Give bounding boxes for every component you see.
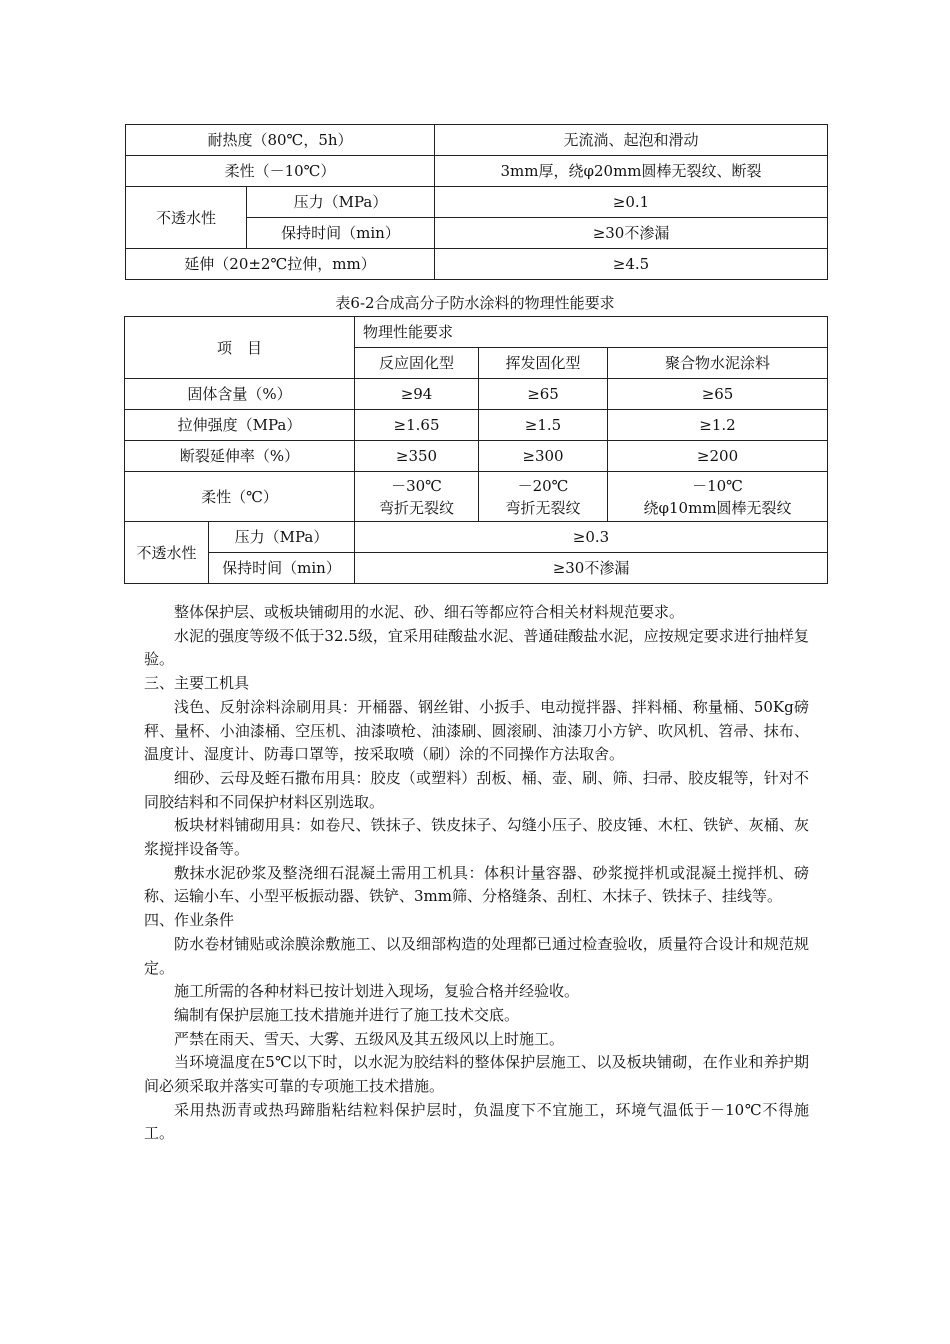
table-caption: 表6-2合成高分子防水涂料的物理性能要求 (335, 294, 615, 312)
row-value (479, 472, 608, 522)
row-sub-label: 保持时间（min） (209, 553, 355, 584)
row-value: ≥0.1 (435, 187, 828, 218)
paragraph: 浅色、反射涂料涂刷用具：开桶器、钢丝钳、小扳手、电动搅拌器、拌料桶、称量桶、50Kg磅秤、量杯、小油漆桶、空压机、油漆喷枪、油漆刷、圆滚刷、油漆刀小方铲、吹风机、笤帚、抹布、温度计、湿度计、防毒口罩等，按采取喷（刷）涂的不同操作方法取舍。 (144, 697, 809, 764)
row-value: ≥65 (608, 379, 828, 410)
paragraph: 严禁在雨天、雪天、大雾、五级风及其五级风以上时施工。 (174, 1029, 565, 1048)
table-row (125, 522, 828, 553)
value-line: 弯折无裂纹 (505, 498, 581, 517)
value-line: －30℃ (391, 476, 442, 495)
table-row (126, 156, 828, 187)
paragraph: 细砂、云母及蛭石撒布用具：胶皮（或塑料）刮板、桶、壶、刷、筛、扫帚、胶皮辊等，针对不同胶结料和不同保护材料区别选取。 (144, 768, 809, 811)
row-value: ≥200 (608, 441, 828, 472)
paragraph: 敷抹水泥砂浆及整浇细石混凝土需用工机具：体积计量容器、砂浆搅拌机或混凝土搅拌机、磅称、运输小车、小型平板振动器、铁铲、3mm筛、分格缝条、刮杠、木抹子、铁抹子、挂线等。 (144, 863, 809, 906)
header-group: 物理性能要求 (355, 317, 828, 348)
row-value: ≥30不渗漏 (435, 218, 828, 249)
coating-properties-table (124, 316, 828, 584)
row-value: 3mm厚，绕φ20mm圆棒无裂纹、断裂 (435, 156, 828, 187)
value-line: 弯折无裂纹 (379, 498, 455, 517)
section-heading: 三、主要工机具 (144, 674, 250, 693)
header-col: 聚合物水泥涂料 (608, 348, 828, 379)
row-label: 断裂延伸率（%） (125, 441, 355, 472)
adhesive-properties-table (125, 124, 828, 280)
value-line: 绕φ10mm圆棒无裂纹 (643, 498, 792, 517)
table-row (126, 187, 828, 218)
row-label: 耐热度（80℃，5h） (126, 125, 435, 156)
body-text (144, 601, 809, 1146)
row-label: 柔性（－10℃） (126, 156, 435, 187)
row-sub-label: 压力（MPa） (247, 187, 435, 218)
row-value: ≥1.2 (608, 410, 828, 441)
table-row (125, 410, 828, 441)
row-value: ≥65 (479, 379, 608, 410)
row-group-label: 不透水性 (125, 522, 209, 584)
row-value: ≥1.65 (355, 410, 479, 441)
header-col: 挥发固化型 (479, 348, 608, 379)
row-value: 无流淌、起泡和滑动 (435, 125, 828, 156)
row-value: ≥300 (479, 441, 608, 472)
row-sub-label: 保持时间（min） (247, 218, 435, 249)
row-value: ≥1.5 (479, 410, 608, 441)
paragraph: 板块材料铺砌用具：如卷尺、铁抹子、铁皮抹子、勾缝小压子、胶皮锤、木杠、铁铲、灰桶、灰浆搅拌设备等。 (144, 816, 809, 859)
row-group-label: 不透水性 (126, 187, 247, 249)
paragraph: 施工所需的各种材料已按计划进入现场，复验合格并经验收。 (174, 982, 580, 1001)
table-row (125, 441, 828, 472)
row-value: ≥0.3 (355, 522, 828, 553)
row-value: ≥350 (355, 441, 479, 472)
row-value (355, 472, 479, 522)
paragraph: 防水卷材铺贴或涂膜涂敷施工、以及细部构造的处理都已通过检查验收，质量符合设计和规范规定。 (144, 934, 809, 977)
paragraph: 水泥的强度等级不低于32.5级，宜采用硅酸盐水泥、普通硅酸盐水泥，应按规定要求进行抽样复验。 (144, 626, 809, 669)
paragraph: 采用热沥青或热玛蹄脂粘结粒料保护层时，负温度下不宜施工，环境气温低于－10℃不得施工。 (144, 1100, 809, 1143)
row-value (608, 472, 828, 522)
header-col: 反应固化型 (355, 348, 479, 379)
row-value: ≥94 (355, 379, 479, 410)
paragraph: 整体保护层、或板块铺砌用的水泥、砂、细石等都应符合相关材料规范要求。 (174, 603, 685, 621)
row-sub-label: 压力（MPa） (209, 522, 355, 553)
table-row (125, 472, 828, 522)
paragraph: 编制有保护层施工技术措施并进行了施工技术交底。 (174, 1005, 520, 1024)
row-label: 拉伸强度（MPa） (125, 410, 355, 441)
row-label: 固体含量（%） (125, 379, 355, 410)
value-line: －20℃ (517, 476, 569, 495)
table-row (125, 379, 828, 410)
table-row (125, 553, 828, 584)
header-row (125, 317, 828, 348)
table-row (126, 125, 828, 156)
row-value: ≥4.5 (435, 249, 828, 280)
header-item: 项 目 (125, 317, 355, 379)
value-line: －10℃ (692, 476, 743, 495)
row-label: 延伸（20±2℃拉伸，mm） (126, 249, 435, 280)
paragraph: 当环境温度在5℃以下时，以水泥为胶结料的整体保护层施工、以及板块铺砌，在作业和养护期间必须采取并落实可靠的专项施工技术措施。 (144, 1053, 809, 1096)
row-value: ≥30不渗漏 (355, 553, 828, 584)
row-label: 柔性（℃） (125, 472, 355, 522)
section-heading: 四、作业条件 (144, 911, 235, 930)
table-row (126, 249, 828, 280)
